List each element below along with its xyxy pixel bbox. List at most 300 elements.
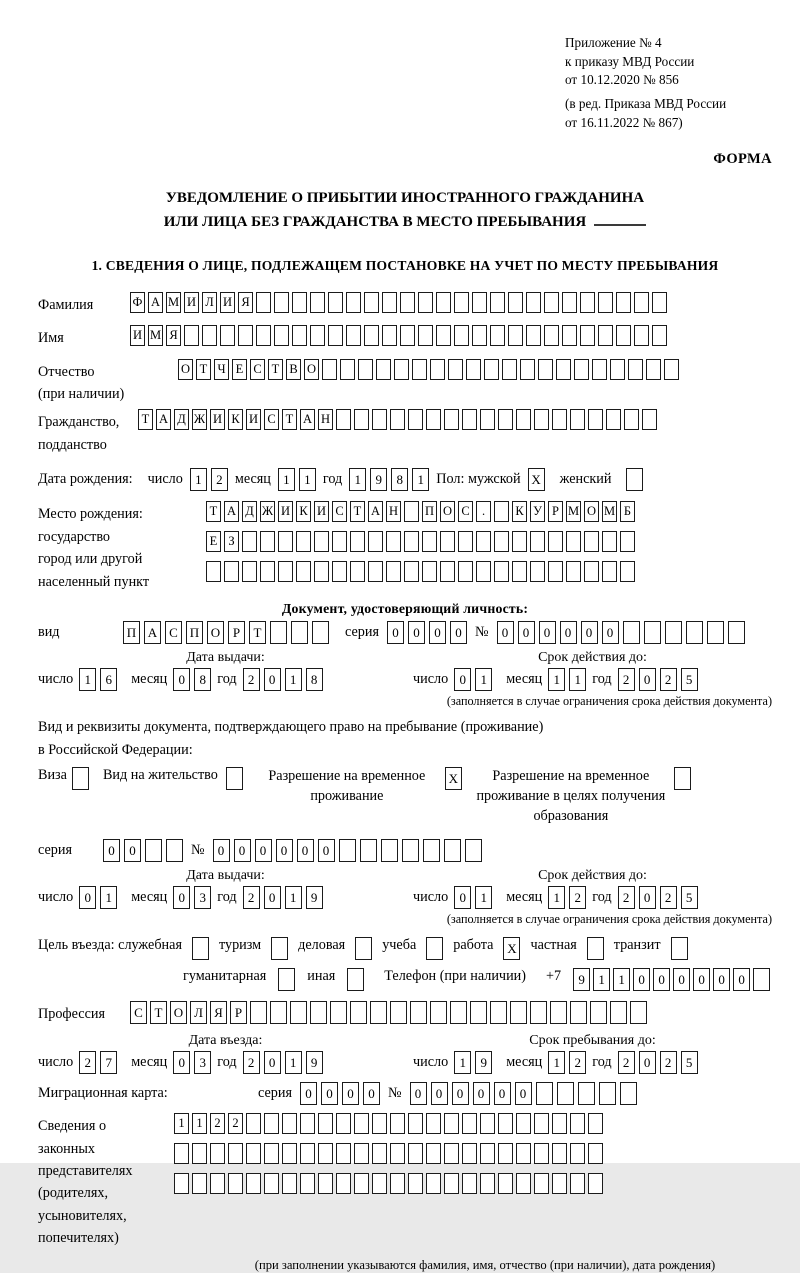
form-cell[interactable] [328, 292, 343, 313]
form-cell[interactable] [498, 1143, 513, 1164]
form-cell[interactable] [330, 1001, 347, 1024]
form-cell[interactable] [602, 561, 617, 582]
form-cell[interactable]: 1 [475, 668, 492, 691]
form-cell[interactable] [372, 409, 387, 430]
form-cell[interactable] [256, 325, 271, 346]
form-cell[interactable] [490, 1001, 507, 1024]
form-cell[interactable] [444, 1113, 459, 1134]
form-cell[interactable]: Я [210, 1001, 227, 1024]
form-cell[interactable]: И [130, 325, 145, 346]
form-cell[interactable] [620, 561, 635, 582]
form-cell[interactable] [610, 1001, 627, 1024]
form-cell[interactable] [462, 1173, 477, 1194]
form-cell[interactable]: 1 [100, 886, 117, 909]
form-cell[interactable] [552, 1143, 567, 1164]
form-cell[interactable]: К [512, 501, 527, 522]
form-cell[interactable] [418, 325, 433, 346]
form-cell[interactable] [462, 409, 477, 430]
form-cell[interactable]: 0 [539, 621, 556, 644]
form-cell[interactable] [544, 292, 559, 313]
form-cell[interactable]: 1 [299, 468, 316, 491]
form-cell[interactable] [260, 531, 275, 552]
form-cell[interactable]: А [156, 409, 171, 430]
form-cell[interactable] [626, 468, 643, 491]
form-cell[interactable]: 9 [306, 886, 323, 909]
form-cell[interactable]: 0 [494, 1082, 511, 1105]
form-cell[interactable]: 0 [581, 621, 598, 644]
form-cell[interactable]: 9 [475, 1051, 492, 1074]
form-cell[interactable] [358, 359, 373, 380]
form-cell[interactable] [674, 767, 691, 790]
form-cell[interactable] [430, 1001, 447, 1024]
form-cell[interactable]: 1 [454, 1051, 471, 1074]
form-cell[interactable]: Р [548, 501, 563, 522]
form-cell[interactable] [310, 1001, 327, 1024]
form-cell[interactable] [256, 292, 271, 313]
form-cell[interactable] [404, 561, 419, 582]
form-cell[interactable]: Н [386, 501, 401, 522]
form-cell[interactable]: Р [228, 621, 245, 644]
form-cell[interactable]: А [300, 409, 315, 430]
form-cell[interactable] [282, 1113, 297, 1134]
form-cell[interactable]: К [296, 501, 311, 522]
form-cell[interactable] [570, 1001, 587, 1024]
form-cell[interactable]: 0 [234, 839, 251, 862]
form-cell[interactable] [570, 1173, 585, 1194]
form-cell[interactable]: 0 [300, 1082, 317, 1105]
form-cell[interactable] [350, 1001, 367, 1024]
form-cell[interactable] [630, 1001, 647, 1024]
form-cell[interactable]: 1 [190, 468, 207, 491]
form-cell[interactable] [534, 1173, 549, 1194]
form-cell[interactable] [466, 359, 481, 380]
form-cell[interactable] [368, 531, 383, 552]
form-cell[interactable]: П [422, 501, 437, 522]
form-cell[interactable] [620, 1082, 637, 1105]
form-cell[interactable]: А [148, 292, 163, 313]
form-cell[interactable] [278, 968, 295, 991]
form-cell[interactable] [328, 325, 343, 346]
form-cell[interactable] [588, 409, 603, 430]
form-cell[interactable] [516, 1143, 531, 1164]
form-cell[interactable]: 0 [276, 839, 293, 862]
form-cell[interactable] [332, 561, 347, 582]
form-cell[interactable] [246, 1113, 261, 1134]
form-cell[interactable]: 0 [213, 839, 230, 862]
form-cell[interactable]: А [224, 501, 239, 522]
form-cell[interactable] [458, 531, 473, 552]
form-cell[interactable]: К [228, 409, 243, 430]
form-cell[interactable] [350, 531, 365, 552]
form-cell[interactable] [300, 1113, 315, 1134]
form-cell[interactable] [202, 325, 217, 346]
form-cell[interactable] [440, 561, 455, 582]
form-cell[interactable] [598, 325, 613, 346]
form-cell[interactable]: 2 [660, 1051, 677, 1074]
form-cell[interactable] [264, 1173, 279, 1194]
form-cell[interactable]: Т [268, 359, 283, 380]
form-cell[interactable] [372, 1143, 387, 1164]
form-cell[interactable] [390, 1001, 407, 1024]
form-cell[interactable] [552, 1173, 567, 1194]
form-cell[interactable] [402, 839, 419, 862]
form-cell[interactable]: 9 [370, 468, 387, 491]
form-cell[interactable]: 3 [194, 1051, 211, 1074]
form-cell[interactable] [310, 292, 325, 313]
form-cell[interactable]: 0 [264, 1051, 281, 1074]
form-cell[interactable] [580, 325, 595, 346]
form-cell[interactable] [318, 1113, 333, 1134]
form-cell[interactable] [422, 531, 437, 552]
form-cell[interactable]: 1 [285, 886, 302, 909]
form-cell[interactable] [476, 561, 491, 582]
form-cell[interactable]: 1 [593, 968, 610, 991]
form-cell[interactable]: М [602, 501, 617, 522]
form-cell[interactable]: И [314, 501, 329, 522]
form-cell[interactable] [552, 409, 567, 430]
form-cell[interactable]: Р [230, 1001, 247, 1024]
form-cell[interactable] [310, 325, 325, 346]
form-cell[interactable] [340, 359, 355, 380]
form-cell[interactable]: 3 [194, 886, 211, 909]
form-cell[interactable] [588, 1113, 603, 1134]
form-cell[interactable]: Т [249, 621, 266, 644]
form-cell[interactable]: 0 [693, 968, 710, 991]
form-cell[interactable]: 5 [681, 668, 698, 691]
form-cell[interactable]: И [246, 409, 261, 430]
form-cell[interactable] [520, 359, 535, 380]
form-cell[interactable]: 0 [639, 886, 656, 909]
form-cell[interactable] [270, 1001, 287, 1024]
form-cell[interactable] [228, 1143, 243, 1164]
form-cell[interactable]: 0 [733, 968, 750, 991]
form-cell[interactable]: 5 [681, 886, 698, 909]
form-cell[interactable] [498, 409, 513, 430]
form-cell[interactable] [498, 1173, 513, 1194]
form-cell[interactable] [422, 561, 437, 582]
form-cell[interactable]: 1 [548, 1051, 565, 1074]
form-cell[interactable] [580, 292, 595, 313]
form-cell[interactable]: Л [190, 1001, 207, 1024]
form-cell[interactable] [246, 1173, 261, 1194]
form-cell[interactable] [448, 359, 463, 380]
form-cell[interactable] [472, 325, 487, 346]
form-cell[interactable] [480, 1113, 495, 1134]
form-cell[interactable]: Д [174, 409, 189, 430]
form-cell[interactable] [588, 1173, 603, 1194]
form-cell[interactable] [296, 531, 311, 552]
form-cell[interactable]: X [445, 767, 462, 790]
form-cell[interactable] [72, 767, 89, 790]
form-cell[interactable] [624, 409, 639, 430]
form-cell[interactable] [599, 1082, 616, 1105]
form-cell[interactable]: 0 [264, 668, 281, 691]
form-cell[interactable] [372, 1173, 387, 1194]
form-cell[interactable] [336, 1143, 351, 1164]
form-cell[interactable] [444, 1173, 459, 1194]
form-cell[interactable]: Т [282, 409, 297, 430]
form-cell[interactable]: X [503, 937, 520, 960]
form-cell[interactable] [534, 409, 549, 430]
form-cell[interactable] [238, 325, 253, 346]
form-cell[interactable] [550, 1001, 567, 1024]
form-cell[interactable] [652, 292, 667, 313]
form-cell[interactable] [426, 937, 443, 960]
form-cell[interactable] [346, 292, 361, 313]
form-cell[interactable]: 1 [412, 468, 429, 491]
form-cell[interactable]: 0 [602, 621, 619, 644]
form-cell[interactable] [566, 561, 581, 582]
form-cell[interactable] [526, 292, 541, 313]
form-cell[interactable] [552, 1113, 567, 1134]
form-cell[interactable]: 1 [278, 468, 295, 491]
form-cell[interactable]: 0 [450, 621, 467, 644]
form-cell[interactable] [400, 325, 415, 346]
form-cell[interactable] [548, 561, 563, 582]
form-cell[interactable] [354, 1173, 369, 1194]
form-cell[interactable] [224, 561, 239, 582]
form-cell[interactable] [318, 1173, 333, 1194]
form-cell[interactable] [588, 1143, 603, 1164]
form-cell[interactable] [408, 409, 423, 430]
form-cell[interactable]: 1 [475, 886, 492, 909]
form-cell[interactable] [484, 359, 499, 380]
form-cell[interactable]: 2 [228, 1113, 243, 1134]
form-cell[interactable] [274, 292, 289, 313]
form-cell[interactable]: 2 [618, 1051, 635, 1074]
form-cell[interactable] [354, 409, 369, 430]
form-cell[interactable] [557, 1082, 574, 1105]
form-cell[interactable] [192, 1173, 207, 1194]
form-cell[interactable] [291, 621, 308, 644]
form-cell[interactable] [510, 1001, 527, 1024]
form-cell[interactable] [538, 359, 553, 380]
form-cell[interactable]: М [566, 501, 581, 522]
form-cell[interactable] [454, 292, 469, 313]
form-cell[interactable]: С [264, 409, 279, 430]
form-cell[interactable] [490, 292, 505, 313]
form-cell[interactable]: 0 [363, 1082, 380, 1105]
form-cell[interactable] [512, 531, 527, 552]
form-cell[interactable]: О [170, 1001, 187, 1024]
form-cell[interactable] [426, 1113, 441, 1134]
form-cell[interactable]: 9 [573, 968, 590, 991]
form-cell[interactable] [339, 839, 356, 862]
form-cell[interactable]: 5 [681, 1051, 698, 1074]
form-cell[interactable]: 0 [653, 968, 670, 991]
form-cell[interactable] [472, 292, 487, 313]
form-cell[interactable] [292, 292, 307, 313]
form-cell[interactable]: С [165, 621, 182, 644]
form-cell[interactable] [192, 1143, 207, 1164]
form-cell[interactable]: В [286, 359, 301, 380]
form-cell[interactable] [465, 839, 482, 862]
form-cell[interactable] [346, 325, 361, 346]
form-cell[interactable] [347, 968, 364, 991]
form-cell[interactable]: 0 [454, 668, 471, 691]
form-cell[interactable] [526, 325, 541, 346]
form-cell[interactable] [508, 325, 523, 346]
form-cell[interactable] [590, 1001, 607, 1024]
form-cell[interactable] [534, 1143, 549, 1164]
form-cell[interactable] [664, 359, 679, 380]
form-cell[interactable]: О [178, 359, 193, 380]
form-cell[interactable]: 0 [429, 621, 446, 644]
form-cell[interactable] [382, 292, 397, 313]
form-cell[interactable] [210, 1143, 225, 1164]
form-cell[interactable] [318, 1143, 333, 1164]
form-cell[interactable] [516, 1113, 531, 1134]
form-cell[interactable]: Ф [130, 292, 145, 313]
form-cell[interactable] [642, 409, 657, 430]
form-cell[interactable]: Л [202, 292, 217, 313]
form-cell[interactable]: 0 [124, 839, 141, 862]
form-cell[interactable] [516, 409, 531, 430]
form-cell[interactable] [174, 1143, 189, 1164]
form-cell[interactable]: 2 [210, 1113, 225, 1134]
form-cell[interactable] [458, 561, 473, 582]
form-cell[interactable]: 0 [431, 1082, 448, 1105]
form-cell[interactable] [444, 409, 459, 430]
form-cell[interactable] [516, 1173, 531, 1194]
form-cell[interactable] [652, 325, 667, 346]
form-cell[interactable]: 2 [569, 886, 586, 909]
form-cell[interactable]: Б [620, 501, 635, 522]
form-cell[interactable]: Я [238, 292, 253, 313]
form-cell[interactable] [184, 325, 199, 346]
form-cell[interactable] [620, 531, 635, 552]
form-cell[interactable] [426, 1143, 441, 1164]
form-cell[interactable]: 0 [518, 621, 535, 644]
form-cell[interactable] [494, 501, 509, 522]
form-cell[interactable] [404, 531, 419, 552]
form-cell[interactable]: 2 [660, 668, 677, 691]
form-cell[interactable] [264, 1143, 279, 1164]
form-cell[interactable] [644, 621, 661, 644]
form-cell[interactable] [423, 839, 440, 862]
form-cell[interactable] [270, 621, 287, 644]
form-cell[interactable] [360, 839, 377, 862]
form-cell[interactable] [628, 359, 643, 380]
form-cell[interactable]: Ч [214, 359, 229, 380]
form-cell[interactable] [512, 561, 527, 582]
form-cell[interactable]: 9 [306, 1051, 323, 1074]
form-cell[interactable]: О [584, 501, 599, 522]
form-cell[interactable]: 0 [639, 1051, 656, 1074]
form-cell[interactable]: Ж [192, 409, 207, 430]
form-cell[interactable] [584, 531, 599, 552]
form-cell[interactable] [623, 621, 640, 644]
form-cell[interactable] [274, 325, 289, 346]
form-cell[interactable] [370, 1001, 387, 1024]
form-cell[interactable] [192, 937, 209, 960]
form-cell[interactable] [278, 531, 293, 552]
form-cell[interactable]: 1 [569, 668, 586, 691]
form-cell[interactable]: 2 [618, 886, 635, 909]
form-cell[interactable] [562, 292, 577, 313]
form-cell[interactable] [480, 1173, 495, 1194]
form-cell[interactable]: С [250, 359, 265, 380]
form-cell[interactable]: 1 [285, 1051, 302, 1074]
form-cell[interactable]: 8 [391, 468, 408, 491]
form-cell[interactable] [390, 1143, 405, 1164]
form-cell[interactable] [174, 1173, 189, 1194]
form-cell[interactable]: 2 [569, 1051, 586, 1074]
form-cell[interactable] [530, 561, 545, 582]
form-cell[interactable]: 1 [192, 1113, 207, 1134]
form-cell[interactable]: 0 [408, 621, 425, 644]
form-cell[interactable]: 0 [497, 621, 514, 644]
form-cell[interactable] [250, 1001, 267, 1024]
form-cell[interactable]: 0 [633, 968, 650, 991]
form-cell[interactable] [450, 1001, 467, 1024]
form-cell[interactable]: 2 [660, 886, 677, 909]
form-cell[interactable]: П [186, 621, 203, 644]
form-cell[interactable] [470, 1001, 487, 1024]
form-cell[interactable] [462, 1143, 477, 1164]
form-cell[interactable] [300, 1143, 315, 1164]
form-cell[interactable]: 1 [548, 886, 565, 909]
form-cell[interactable] [408, 1113, 423, 1134]
form-cell[interactable] [312, 621, 329, 644]
form-cell[interactable]: 1 [174, 1113, 189, 1134]
form-cell[interactable]: Е [206, 531, 221, 552]
form-cell[interactable] [598, 292, 613, 313]
form-cell[interactable] [430, 359, 445, 380]
form-cell[interactable] [544, 325, 559, 346]
form-cell[interactable]: X [528, 468, 545, 491]
form-cell[interactable] [404, 501, 419, 522]
form-cell[interactable] [336, 1113, 351, 1134]
form-cell[interactable] [390, 409, 405, 430]
form-cell[interactable] [336, 409, 351, 430]
form-cell[interactable] [412, 359, 427, 380]
form-cell[interactable] [322, 359, 337, 380]
form-cell[interactable] [480, 409, 495, 430]
form-cell[interactable]: О [440, 501, 455, 522]
form-cell[interactable]: 0 [173, 886, 190, 909]
form-cell[interactable] [355, 937, 372, 960]
form-cell[interactable] [508, 292, 523, 313]
form-cell[interactable] [530, 1001, 547, 1024]
form-cell[interactable]: 2 [79, 1051, 96, 1074]
form-cell[interactable] [418, 292, 433, 313]
form-cell[interactable] [634, 292, 649, 313]
form-cell[interactable] [436, 325, 451, 346]
form-cell[interactable] [462, 1113, 477, 1134]
form-cell[interactable] [364, 325, 379, 346]
form-cell[interactable] [556, 359, 571, 380]
form-cell[interactable] [606, 409, 621, 430]
form-cell[interactable] [602, 531, 617, 552]
form-cell[interactable]: 0 [473, 1082, 490, 1105]
form-cell[interactable] [753, 968, 770, 991]
form-cell[interactable]: 8 [194, 668, 211, 691]
form-cell[interactable]: 0 [321, 1082, 338, 1105]
form-cell[interactable]: 0 [454, 886, 471, 909]
form-cell[interactable] [426, 1173, 441, 1194]
form-cell[interactable] [386, 531, 401, 552]
form-cell[interactable]: 1 [285, 668, 302, 691]
form-cell[interactable]: 2 [243, 1051, 260, 1074]
form-cell[interactable] [400, 292, 415, 313]
form-cell[interactable] [332, 531, 347, 552]
form-cell[interactable] [436, 292, 451, 313]
form-cell[interactable] [350, 561, 365, 582]
form-cell[interactable]: 0 [639, 668, 656, 691]
form-cell[interactable] [536, 1082, 553, 1105]
form-cell[interactable] [314, 561, 329, 582]
